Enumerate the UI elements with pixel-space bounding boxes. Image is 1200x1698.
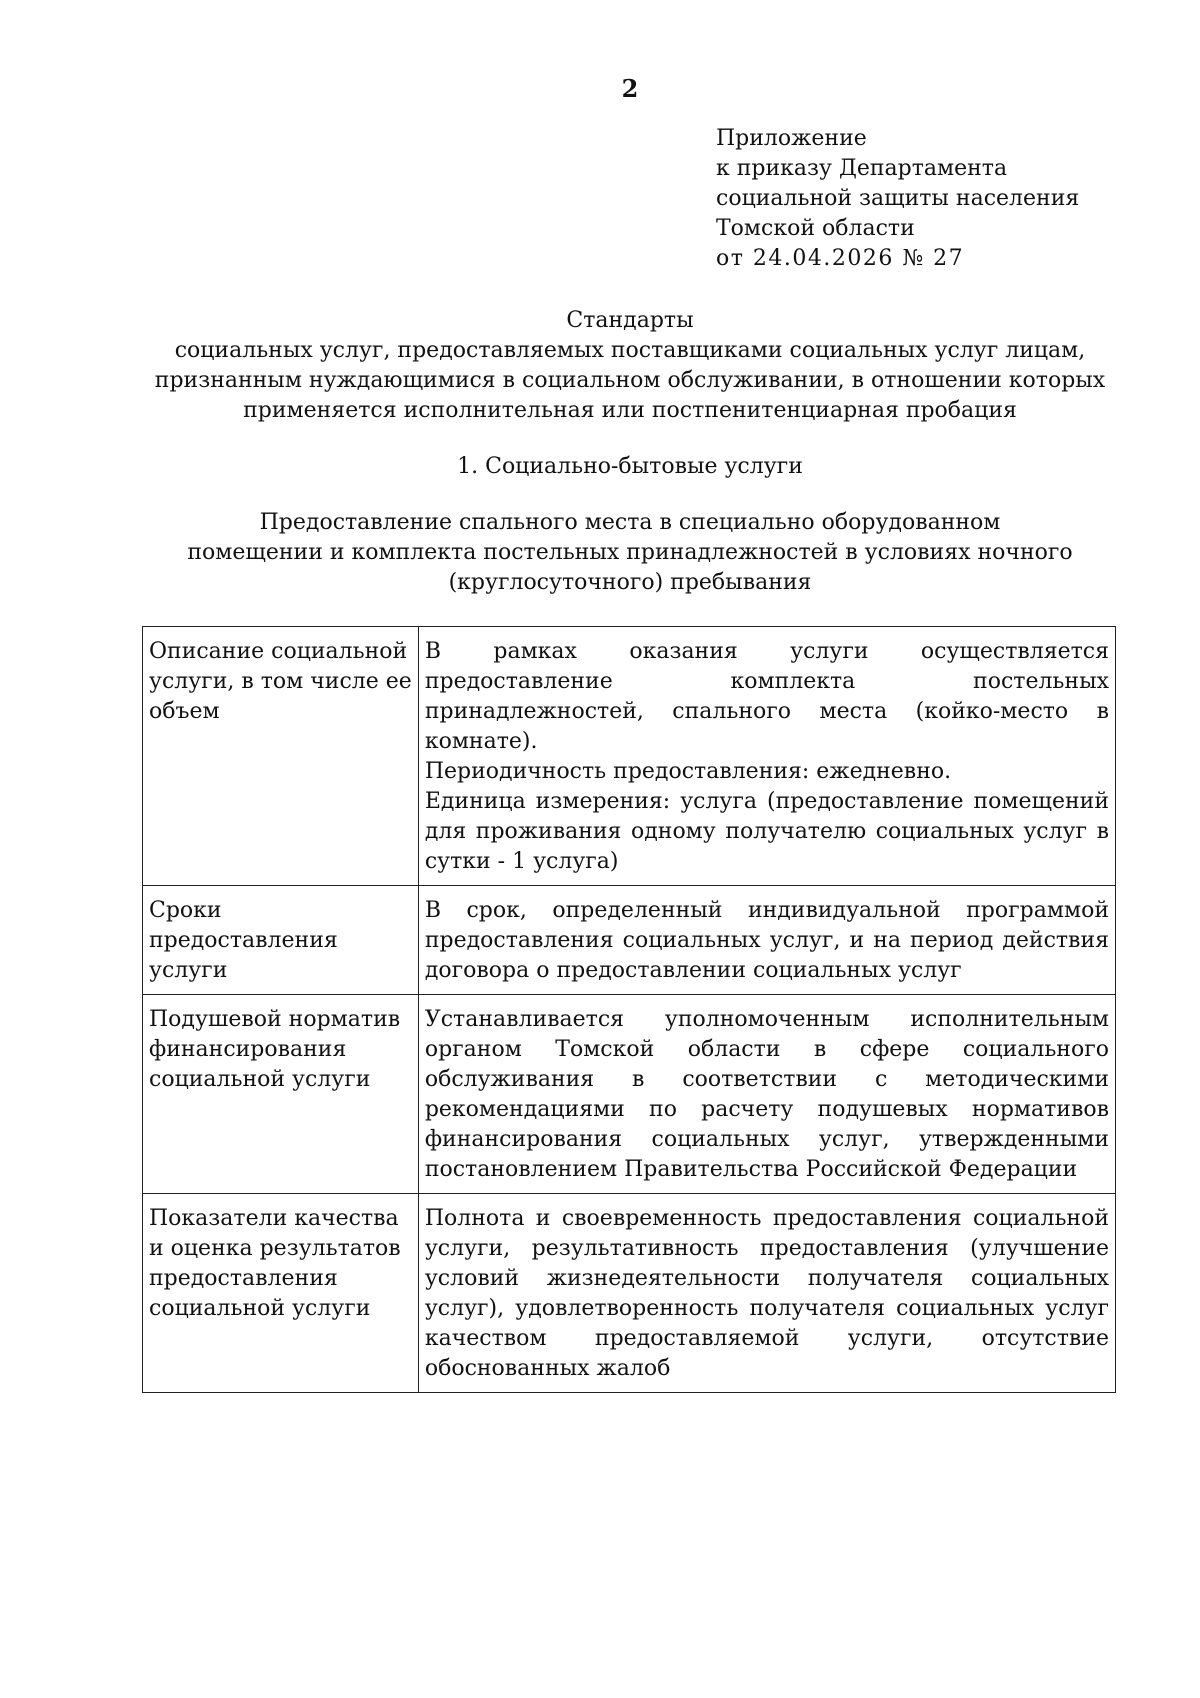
label-line: объем [149,699,220,724]
label-line: Сроки [149,898,222,923]
label-line: и оценка результатов [149,1236,401,1261]
row-label [143,886,419,995]
label-line: финансирования [149,1037,347,1062]
value-paragraph: В рамках оказания услуги осуществляется предоставление комплекта постельных принадлежностей, спального места (койко-место в комнате). [424,639,1109,754]
value-paragraph: В срок, определенный индивидуальной программой предоставления социальных услуг, и на период действия договора о предоставлении социальных услуг [424,898,1109,983]
service-title-line: помещении и комплекта постельных принадлежностей в условиях ночного [187,540,1073,565]
value-paragraph: Периодичность предоставления: ежедневно. [424,759,952,784]
service-title [120,508,1140,598]
row-label [143,1194,419,1393]
table-row [143,995,1116,1194]
value-paragraph: Устанавливается уполномоченным исполнительным органом Томской области в сфере социального обслуживания в соответствии с методическими рекомендациями по расчету подушевых нормативов финансирования социальных услуг, утвержденными постановлением Правительства Российской Федерации [424,1007,1109,1182]
label-line: Показатели качества [149,1206,399,1231]
service-title-line: (круглосуточного) пребывания [448,570,812,595]
section-title: 1. Социально-бытовые услуги [457,454,803,479]
label-line: социальной услуги [149,1067,371,1092]
table-row [143,627,1116,886]
label-line: Описание социальной [149,639,408,664]
row-value [418,627,1115,886]
row-value [418,995,1115,1194]
label-line: услуги, в том числе ее [149,669,412,694]
appendix-line: социальной защиты населения [716,186,1080,211]
appendix-line: Приложение [716,126,867,151]
value-paragraph: Единица измерения: услуга (предоставление помещений для проживания одному получателю социальных услуг в сутки - 1 услуга) [424,789,1109,874]
page-number: 2 [621,74,639,103]
title-line: социальных услуг, предоставляемых поставщиками социальных услуг лицам, [174,338,1086,363]
label-line: услуги [149,958,228,983]
document-title [120,306,1140,426]
row-value [418,886,1115,995]
label-line: Подушевой норматив [149,1007,401,1032]
table-row [143,886,1116,995]
service-title-line: Предоставление спального места в специально оборудованном [259,510,1001,535]
row-label [143,995,419,1194]
standards-table [142,626,1116,1393]
row-value [418,1194,1115,1393]
label-line: социальной услуги [149,1296,371,1321]
title-line: признанным нуждающимися в социальном обслуживании, в отношении которых [154,368,1106,393]
appendix-line: к приказу Департамента [716,156,1008,181]
appendix-block [716,124,1079,274]
label-line: предоставления [149,1266,338,1291]
value-paragraph: Полнота и своевременность предоставления социальной услуги, результативность предоставления (улучшение условий жизнедеятельности получателя социальных услуг), удовлетворенность получателя социальных услуг качеством предоставляемой услуги, отсутствие обоснованных жалоб [424,1206,1109,1381]
table-row [143,1194,1116,1393]
appendix-line: Томской области [716,216,915,241]
row-label [143,627,419,886]
title-heading: Стандарты [566,308,694,333]
title-line: применяется исполнительная или постпенитенциарная пробация [243,398,1017,423]
order-date-number: от 24.04.2026 № 27 [716,246,965,271]
label-line: предоставления [149,928,338,953]
